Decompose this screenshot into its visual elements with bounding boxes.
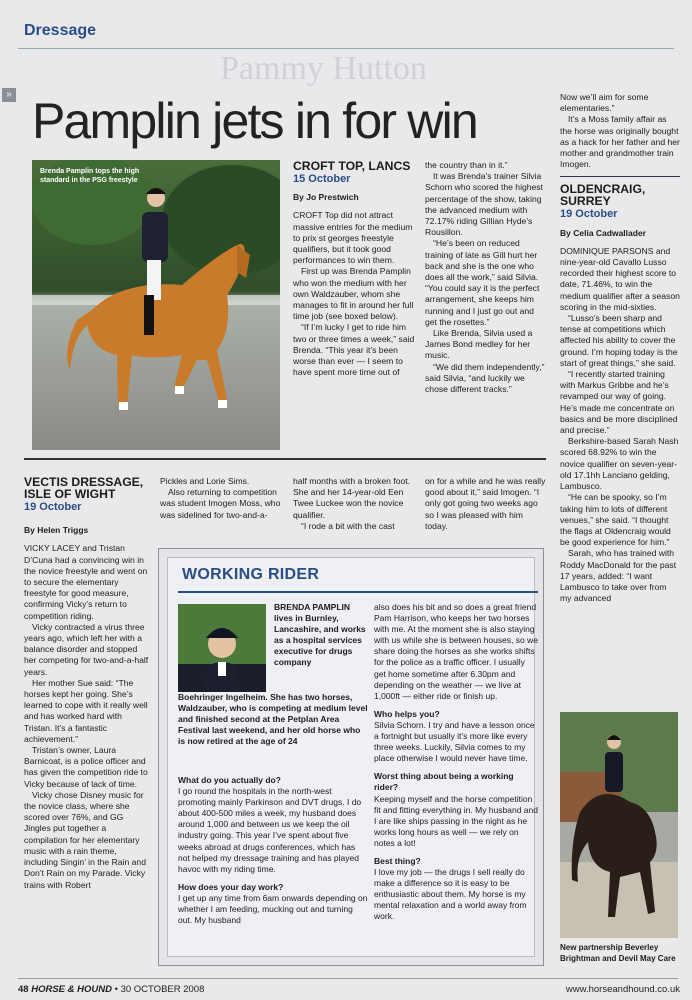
location-heading: VECTIS DRESSAGE, ISLE OF WIGHT — [24, 475, 144, 501]
section-label: Dressage — [24, 22, 97, 39]
box-title: WORKING RIDER — [182, 566, 320, 583]
event-date: 19 October — [560, 208, 618, 221]
paragraph: Like Brenda, Silvia used a James Bond medley for her music. — [425, 328, 533, 361]
horse-rider-image — [32, 160, 280, 450]
intro-top: BRENDA PAMPLIN lives in Burnley, Lancashire, and works as a hospital services executive for drugs company — [274, 602, 366, 668]
crofttop-column-1 — [293, 160, 417, 378]
paragraph: half months with a broken foot. She and her 14-year-old Een Twee Luckee won the novice qualifier. — [293, 476, 411, 520]
paragraph: It’s a Moss family affair as the horse was originally bought as a hack for her father and her mother and grandmother train Imogen. — [560, 114, 680, 170]
paragraph: Vicky contracted a virus three years ago, which left her with a balance disorder and stopped her competing for two-and-a-half years. — [24, 621, 149, 677]
paragraph: “I rode a bit with the cast — [301, 520, 395, 531]
vectis-column-4 — [425, 476, 547, 532]
side-photo — [560, 712, 678, 938]
question: Worst thing about being a working rider? — [374, 771, 514, 793]
event-date: 15 October — [293, 173, 351, 185]
qa-column-1 — [178, 768, 368, 926]
paragraph: DOMINIQUE PARSONS and nine-year-old Cavallo Lusso recorded their highest score to date, 71.46%, to win the medium qualifier after a season scoring in the mid-sixties. — [560, 245, 680, 312]
vectis-column-3 — [293, 476, 417, 532]
location-heading: CROFT TOP, LANCS — [293, 159, 411, 173]
footer-left — [18, 984, 204, 995]
paragraph: “I recently started training with Markus Gribbe and he’s revamped our way of going. He’s made me concentrate on basics and be more disciplined and precise.” — [560, 369, 678, 436]
ghost-header-text — [30, 40, 690, 100]
paragraph: It was Brenda’s trainer Silvia Schorn who scored the highest percentage of the show, taking the advanced medium with 72.17% riding Gillian Hyde’s Rousillon. — [425, 171, 543, 238]
question: Who helps you? — [374, 708, 440, 719]
divider — [18, 978, 678, 979]
vectis-column-1 — [24, 476, 152, 891]
answer: I get up any time from 6am onwards depending on whether I am feeding, mucking out and turning out. My husband — [178, 892, 368, 926]
page-title: Pamplin jets in for win — [32, 93, 477, 149]
divider — [24, 458, 546, 460]
question: How does your day work? — [178, 881, 284, 892]
intro-text: Boehringer Ingelheim. She has two horses, Waldzauber, who is competing at medium level and finished second at the Petplan Area Festival last weekend, and her old horse who is now retired at the age of 24 — [178, 692, 368, 747]
working-rider-panel — [167, 557, 538, 957]
magazine-name: HORSE & HOUND — [31, 984, 112, 995]
answer: I love my job — the drugs I sell really do make a difference so it is easy to be enthusiastic about them. My horse is my mental relaxation and a world away from work. — [374, 867, 527, 922]
ghost-name: Pammy Hutton — [220, 50, 427, 87]
paragraph: “Lusso’s been sharp and tense at competitions which affected his ability to cover the ground. I’m hoping today is the start of great things,” she said. — [560, 313, 678, 368]
question: What do you actually do? — [178, 775, 281, 785]
paragraph: Now we’ll aim for some elementaries.” — [560, 92, 649, 114]
divider — [18, 48, 674, 49]
paragraph: Pickles and Lorie Sims. — [160, 476, 250, 486]
page-number: 48 — [18, 984, 29, 995]
paragraph: CROFT Top did not attract massive entries for the medium to prix st georges freestyle qualifiers, but it took good performances to win them. — [293, 210, 413, 266]
answer: also does his bit and so does a great friend Pam Harrison, who keeps her two horses with me. At the moment she is also staying with us while she is between houses, so we share doing the horses as she works shifts for the police as a traffic officer. I usually get home sometime after 6.30pm and depending on the weather — we live at 1,000ft — either ride or finish up. — [374, 602, 538, 701]
answer: Keeping myself and the horse competition fit and fitting everything in. My husband and I are like ships passing in the night as he works long hours as well — we rely on notes a lot! — [374, 793, 538, 848]
main-photo — [32, 160, 280, 450]
answer: I go round the hospitals in the north-west promoting mainly Parkinson and DVT drugs. I do about 400-500 miles a week, my husband does around 1,000 and between us we keep the oil industry going. This year I’ve spent about five weeks abroad at drugs conferences, which has not helped my dressage training and has played havoc with my riding time. — [178, 786, 362, 874]
paragraph: First up was Brenda Pamplin who won the medium with her own Waldzauber, whom she manages to fit in around her full time job (see boxed below). — [293, 266, 414, 322]
paragraph: “He’s been on reduced training of late as Gill hurt her back and she is the one who does all the work,” said Silvia. “You could say it is the perfect arrangement, she keeps him running and I just go out and get the rosettes.” — [425, 238, 540, 327]
paragraph: Her mother Sue said: “The horses kept her going. She’s learned to cope with it really well and has worked hard with Tristan. It’s a fantastic achievement.” — [24, 677, 148, 744]
issue-date: • 30 OCTOBER 2008 — [114, 984, 205, 995]
footer-url[interactable]: www.horseandhound.co.uk — [565, 984, 680, 995]
question: Best thing? — [374, 855, 421, 866]
horse-rider-image — [560, 712, 678, 938]
paragraph: “We did them independently,” said Silvia, “and luckily we chose different tracks.” — [425, 361, 545, 395]
oldencraig-column — [560, 92, 680, 604]
qa-column-2 — [374, 602, 538, 923]
photo-caption: Brenda Pamplin tops the high standard in the PSG freestyle — [40, 168, 140, 184]
paragraph: “He can be spooky, so I’m taking him to lots of different venues,” she said. “I thought the flags at Oldencraig would be good experience for him.” — [560, 492, 671, 548]
paragraph: Berkshire-based Sarah Nash scored 68.92% to win the novice qualifier on seven-year-old 17.1hh Lanciano gelding, Lambusco. — [560, 436, 679, 492]
photo-caption: New partnership Beverley Brightman and Devil May Care — [560, 943, 676, 963]
answer: Silvia Schorn. I try and have a lesson once a fortnight but usually it’s more like every three weeks. Luckily, Silvia comes to my place otherwise I would never have time. — [374, 719, 535, 764]
rider-portrait-image — [178, 604, 266, 692]
chevron-right-icon: » — [2, 88, 16, 102]
paragraph: Vicky chose Disney music for the novice class, where she scored over 76%, and GG Jingles put together a compilation for her elementary music with a rain theme, including Singin’ in the Rain and Don’t Rain on my Parade. Vicky trains with Robert — [24, 789, 146, 890]
divider — [178, 591, 538, 593]
vectis-column-2 — [160, 476, 282, 521]
paragraph: “If I’m lucky I get to ride him two or three times a week,” said Brenda. “This year it’s been worse than ever — I seem to have spent more time out of — [293, 322, 415, 378]
byline: By Helen Triggs — [24, 525, 89, 536]
paragraph: VICKY LACEY and Tristan D’Cuna had a convincing win in the novice freestyle and went on to secure the elementary freestyle for good measure, confirming Vicky’s return to competition riding. — [24, 543, 148, 621]
byline: By Jo Prestwich — [293, 192, 359, 203]
byline: By Celia Cadwallader — [560, 227, 646, 238]
location-heading: OLDENCRAIG, SURREY — [560, 182, 646, 209]
paragraph: on for a while and he was really good about it,” said Imogen. “I only got going two weeks ago so I was pleased with him today. — [425, 476, 546, 531]
portrait-photo — [178, 604, 266, 692]
paragraph: Also returning to competition was student Imogen Moss, who was sidelined for two-and-a- — [160, 487, 281, 520]
event-date: 19 October — [24, 501, 82, 513]
crofttop-column-2 — [425, 160, 547, 395]
paragraph: the country than in it.” — [425, 160, 508, 170]
divider — [560, 176, 680, 177]
working-rider-box — [158, 548, 544, 966]
paragraph: Tristan’s owner, Laura Barnicoat, is a police officer and has given the competition ride to Vicky because of lack of time. — [24, 745, 148, 789]
paragraph: Sarah, who has trained with Roddy MacDonald for the past 17 years, added: “I want Lambusco to take over from my advanced — [560, 548, 677, 604]
